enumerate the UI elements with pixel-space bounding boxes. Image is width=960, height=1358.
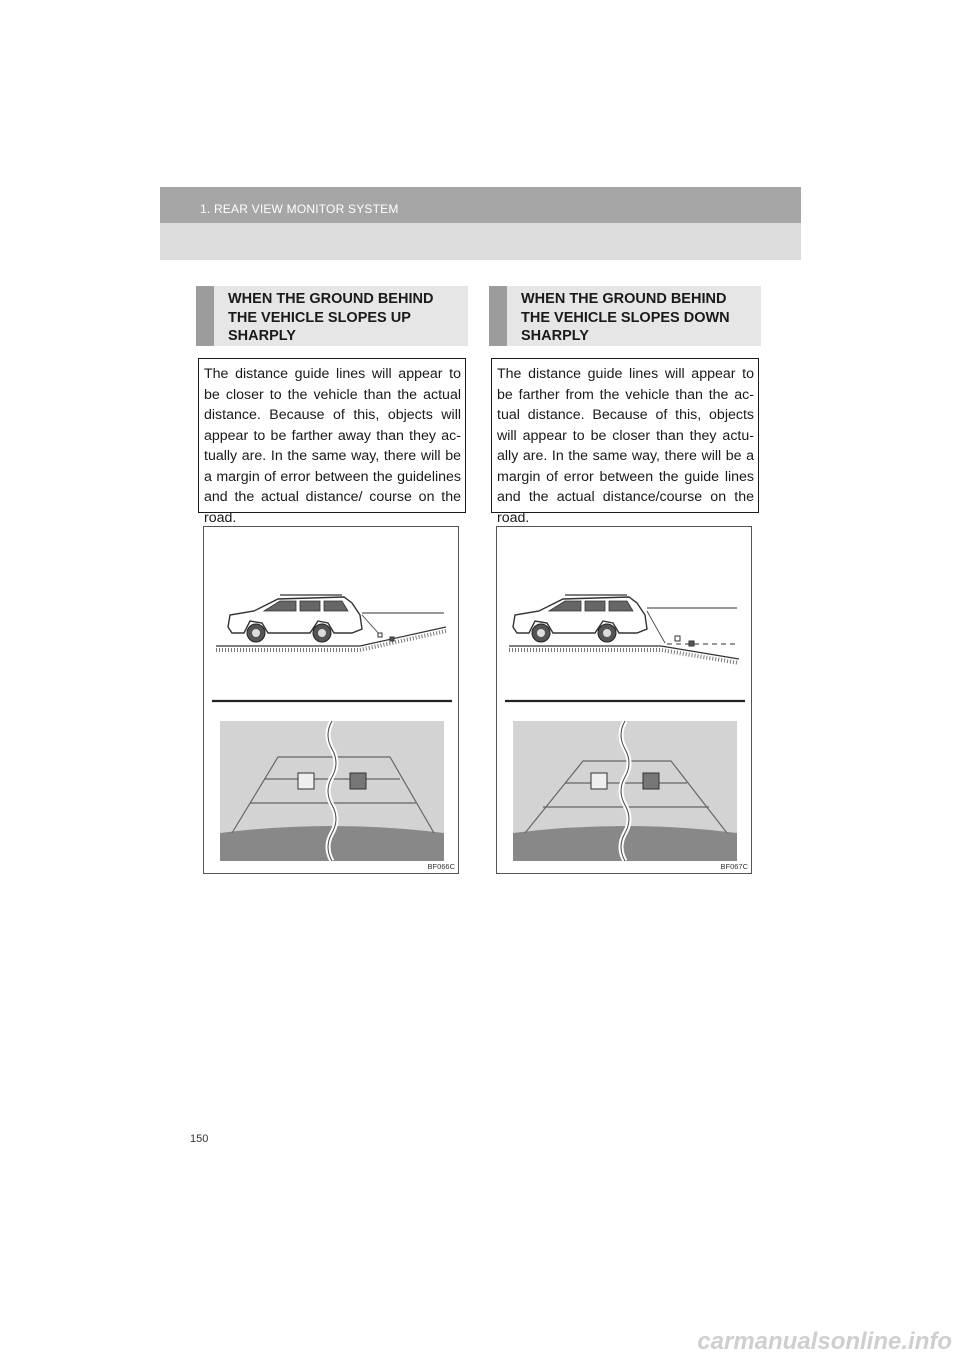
camera-view xyxy=(220,721,444,861)
vehicle-illustration xyxy=(513,595,647,642)
figure-code: BF067C xyxy=(720,862,748,871)
text-box-slopes-up xyxy=(198,358,466,526)
heading-slopes-down xyxy=(489,286,761,346)
figure-slopes-down xyxy=(496,526,752,874)
header-subband xyxy=(160,223,801,260)
figure-code: BF066C xyxy=(427,862,455,871)
figure-slopes-up xyxy=(203,526,459,874)
body-text: The distance guide lines will appear to be farther from the vehicle than the actual distance. Because of this, objects will appear to be closer than they actually are. In the same way, there will be a margin of error between the guide lines and the actual distance/course on the road. xyxy=(497,366,754,526)
heading-text: WHEN THE GROUND BEHIND THE VEHICLE SLOPES UP SHARPLY xyxy=(228,291,434,344)
section-title: 1. REAR VIEW MONITOR SYSTEM xyxy=(200,202,399,216)
illustration-slope-down xyxy=(497,527,753,875)
heading-bar xyxy=(196,286,214,346)
text-box-slopes-down xyxy=(491,358,759,526)
illustration-slope-up xyxy=(204,527,460,875)
page-number: 150 xyxy=(190,1133,209,1145)
watermark[interactable]: carmanualsonline.info xyxy=(697,1328,952,1355)
heading-bar xyxy=(489,286,507,346)
heading-slopes-up xyxy=(196,286,468,346)
vehicle-illustration xyxy=(228,595,362,642)
header-band xyxy=(160,187,801,223)
heading-text: WHEN THE GROUND BEHIND THE VEHICLE SLOPES DOWN SHARPLY xyxy=(521,291,730,344)
body-text: The distance guide lines will appear to be closer to the vehicle than the actual distance. Because of this, objects will appear to be farther away than they actually are. In the same way, there will be a margin of error between the guidelines and the actual distance/ course on the road. xyxy=(204,366,461,526)
camera-view xyxy=(513,721,737,861)
